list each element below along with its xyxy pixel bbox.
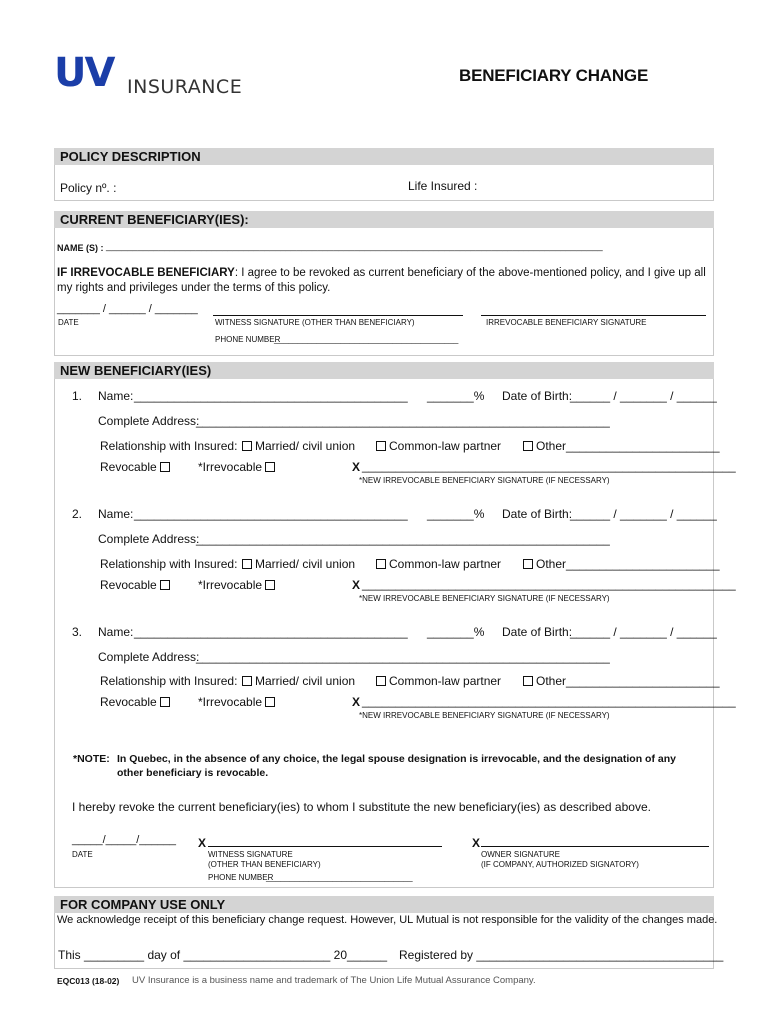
checkbox-icon[interactable] bbox=[376, 676, 386, 686]
entry-number: 3. bbox=[72, 625, 83, 639]
signature-caption: *NEW IRREVOCABLE BENEFICIARY SIGNATURE (IF NECESSARY) bbox=[359, 711, 610, 720]
final-witness-signature-line[interactable] bbox=[208, 846, 442, 847]
current-phone-label: PHONE NUMBER bbox=[215, 335, 281, 344]
relationship-label: Relationship with Insured: bbox=[100, 557, 238, 571]
names-label: NAME (S) : bbox=[57, 243, 104, 253]
married-label: Married/ civil union bbox=[255, 557, 356, 571]
final-witness-label-line-2: (OTHER THAN BENEFICIARY) bbox=[208, 860, 321, 869]
relationship-label: Relationship with Insured: bbox=[100, 439, 238, 453]
revocable-label: Revocable bbox=[100, 578, 157, 592]
irrevocable-label: *Irrevocable bbox=[198, 578, 263, 592]
quebec-note bbox=[73, 752, 693, 780]
revocable-option[interactable] bbox=[100, 578, 170, 592]
registered-by-row bbox=[399, 948, 723, 962]
company-date-row bbox=[58, 948, 387, 962]
checkbox-icon[interactable] bbox=[242, 559, 252, 569]
percent-input-line[interactable]: _______% bbox=[427, 507, 485, 521]
revoke-statement: I hereby revoke the current beneficiary(ies) to whom I substitute the new beneficiary(ies) as described above. bbox=[72, 800, 651, 814]
signature-input-line[interactable]: ________________________________________________________ bbox=[362, 577, 736, 591]
checkbox-icon[interactable] bbox=[265, 580, 275, 590]
irrevocable-signature-line[interactable] bbox=[481, 315, 706, 316]
checkbox-icon[interactable] bbox=[265, 697, 275, 707]
signature-input-line[interactable]: ________________________________________________________ bbox=[362, 459, 736, 473]
this-input-line[interactable]: _________ bbox=[84, 948, 145, 962]
common-law-label: Common-law partner bbox=[389, 674, 502, 688]
relationship-label: Relationship with Insured: bbox=[100, 674, 238, 688]
name-input-line[interactable]: _________________________________________ bbox=[134, 507, 408, 521]
current-section-title: CURRENT BENEFICIARY(IES): bbox=[60, 212, 249, 227]
logo-wordmark: INSURANCE bbox=[127, 76, 243, 98]
company-section-title: FOR COMPANY USE ONLY bbox=[60, 897, 226, 912]
year-prefix: 20 bbox=[333, 948, 348, 962]
other-option[interactable] bbox=[523, 557, 720, 571]
checkbox-icon[interactable] bbox=[160, 580, 170, 590]
dob-label: Date of Birth: bbox=[502, 625, 573, 639]
address-label: Complete Address: bbox=[98, 414, 200, 428]
other-input-line[interactable]: _______________________ bbox=[566, 439, 720, 453]
names-line[interactable]: ______________________________________________________________________________________________ bbox=[106, 241, 603, 252]
current-date-label: DATE bbox=[58, 318, 79, 327]
company-section-header bbox=[54, 896, 714, 913]
address-input-line[interactable]: ______________________________________________________________ bbox=[196, 650, 610, 664]
current-section-header bbox=[54, 211, 714, 228]
common-law-label: Common-law partner bbox=[389, 439, 502, 453]
other-label: Other bbox=[536, 557, 567, 571]
policy-number-label: Policy nº. : bbox=[60, 181, 117, 195]
final-witness-label bbox=[208, 850, 321, 870]
married-option[interactable] bbox=[242, 674, 355, 688]
name-input-line[interactable]: _________________________________________ bbox=[134, 625, 408, 639]
form-code: EQC013 (18-02) bbox=[57, 976, 120, 986]
revocable-label: Revocable bbox=[100, 460, 157, 474]
name-label: Name: bbox=[98, 625, 134, 639]
final-date-label: DATE bbox=[72, 850, 93, 859]
checkbox-icon[interactable] bbox=[376, 441, 386, 451]
irrevocable-bold-label: IF IRREVOCABLE BENEFICIARY bbox=[57, 267, 235, 279]
percent-input-line[interactable]: _______% bbox=[427, 625, 485, 639]
other-option[interactable] bbox=[523, 674, 720, 688]
dob-input-line[interactable]: ______ / _______ / ______ bbox=[570, 389, 717, 403]
other-label: Other bbox=[536, 439, 567, 453]
owner-label bbox=[481, 850, 639, 870]
common-law-option[interactable] bbox=[376, 557, 501, 571]
checkbox-icon[interactable] bbox=[376, 559, 386, 569]
irrevocable-option[interactable] bbox=[198, 578, 275, 592]
irrevocable-option[interactable] bbox=[198, 695, 275, 709]
dob-input-line[interactable]: ______ / _______ / ______ bbox=[570, 625, 717, 639]
name-label: Name: bbox=[98, 507, 134, 521]
registered-by-input-line[interactable]: _____________________________________ bbox=[476, 948, 724, 962]
logo-mark: UV bbox=[54, 50, 114, 96]
irrevocable-paragraph bbox=[57, 266, 707, 296]
trademark-notice: UV Insurance is a business name and trademark of The Union Life Mutual Assurance Company. bbox=[132, 975, 536, 986]
policy-section-frame bbox=[54, 165, 714, 201]
other-input-line[interactable]: _______________________ bbox=[566, 674, 720, 688]
checkbox-icon[interactable] bbox=[523, 559, 533, 569]
signature-x-mark: X bbox=[352, 578, 361, 592]
irrevocable-label: *Irrevocable bbox=[198, 695, 263, 709]
document-title: BENEFICIARY CHANGE bbox=[459, 66, 649, 85]
final-phone-line[interactable]: _______________________________ bbox=[266, 872, 413, 882]
owner-label-line-2: (IF COMPANY, AUTHORIZED SIGNATORY) bbox=[481, 860, 639, 869]
signature-x-mark: X bbox=[352, 460, 361, 474]
owner-signature-line[interactable] bbox=[481, 846, 709, 847]
policy-section-title: POLICY DESCRIPTION bbox=[60, 149, 201, 164]
married-label: Married/ civil union bbox=[255, 674, 356, 688]
checkbox-icon[interactable] bbox=[523, 676, 533, 686]
married-label: Married/ civil union bbox=[255, 439, 356, 453]
irrevocable-text: : I agree to be revoked as current beneficiary of the above-mentioned policy, and I give up all my rights and privileges under the terms of this policy. bbox=[57, 267, 706, 294]
current-phone-line[interactable]: _______________________________________ bbox=[274, 334, 459, 344]
owner-label-line-1: OWNER SIGNATURE bbox=[481, 850, 560, 859]
entry-number: 2. bbox=[72, 507, 83, 521]
final-phone-label: PHONE NUMBER bbox=[208, 873, 274, 882]
signature-caption: *NEW IRREVOCABLE BENEFICIARY SIGNATURE (IF NECESSARY) bbox=[359, 594, 610, 603]
life-insured-label: Life Insured : bbox=[408, 179, 478, 193]
name-label: Name: bbox=[98, 389, 134, 403]
new-section-title: NEW BENEFICIARY(IES) bbox=[60, 363, 212, 378]
day-input-line[interactable]: ______________________ bbox=[183, 948, 331, 962]
irrevocable-option[interactable] bbox=[198, 460, 275, 474]
revocable-label: Revocable bbox=[100, 695, 157, 709]
other-label: Other bbox=[536, 674, 567, 688]
dob-input-line[interactable]: ______ / _______ / ______ bbox=[570, 507, 717, 521]
year-input-line[interactable]: ______ bbox=[347, 948, 388, 962]
current-date-line[interactable]: _______ / ______ / _______ bbox=[57, 303, 198, 315]
common-law-option[interactable] bbox=[376, 674, 501, 688]
owner-x-mark: X bbox=[472, 836, 481, 850]
witness-x-mark: X bbox=[198, 836, 207, 850]
revocable-option[interactable] bbox=[100, 695, 170, 709]
checkbox-icon[interactable] bbox=[242, 676, 252, 686]
address-input-line[interactable]: ______________________________________________________________ bbox=[196, 532, 610, 546]
dob-label: Date of Birth: bbox=[502, 389, 573, 403]
other-option[interactable] bbox=[523, 439, 720, 453]
this-label: This bbox=[58, 948, 81, 962]
name-input-line[interactable]: _________________________________________ bbox=[134, 389, 408, 403]
common-law-label: Common-law partner bbox=[389, 557, 502, 571]
company-acknowledgement: We acknowledge receipt of this beneficiary change request. However, UL Mutual is not responsible for the validity of the changes made. bbox=[57, 914, 718, 926]
signature-caption: *NEW IRREVOCABLE BENEFICIARY SIGNATURE (IF NECESSARY) bbox=[359, 476, 610, 485]
irrevocable-signature-label: IRREVOCABLE BENEFICIARY SIGNATURE bbox=[486, 318, 647, 327]
note-text: In Quebec, in the absence of any choice, the legal spouse designation is irrevocable, and the designation of any other beneficiary is revocable. bbox=[117, 753, 676, 779]
revocable-option[interactable] bbox=[100, 460, 170, 474]
married-option[interactable] bbox=[242, 557, 355, 571]
checkbox-icon[interactable] bbox=[523, 441, 533, 451]
percent-input-line[interactable]: _______% bbox=[427, 389, 485, 403]
other-input-line[interactable]: _______________________ bbox=[566, 557, 720, 571]
signature-x-mark: X bbox=[352, 695, 361, 709]
witness-signature-label: WITNESS SIGNATURE (OTHER THAN BENEFICIARY) bbox=[215, 318, 415, 327]
entry-number: 1. bbox=[72, 389, 83, 403]
note-label: *NOTE: bbox=[73, 753, 110, 765]
irrevocable-label: *Irrevocable bbox=[198, 460, 263, 474]
address-label: Complete Address: bbox=[98, 650, 200, 664]
dob-label: Date of Birth: bbox=[502, 507, 573, 521]
checkbox-icon[interactable] bbox=[242, 441, 252, 451]
new-section-header bbox=[54, 362, 714, 379]
checkbox-icon[interactable] bbox=[160, 462, 170, 472]
day-of-label: day of bbox=[147, 948, 181, 962]
witness-signature-line[interactable] bbox=[213, 315, 463, 316]
final-date-line[interactable]: _____/_____/______ bbox=[72, 834, 176, 846]
signature-input-line[interactable]: ________________________________________________________ bbox=[362, 694, 736, 708]
address-label: Complete Address: bbox=[98, 532, 200, 546]
checkbox-icon[interactable] bbox=[265, 462, 275, 472]
registered-by-label: Registered by bbox=[399, 948, 474, 962]
final-witness-label-line-1: WITNESS SIGNATURE bbox=[208, 850, 293, 859]
checkbox-icon[interactable] bbox=[160, 697, 170, 707]
common-law-option[interactable] bbox=[376, 439, 501, 453]
policy-section-header bbox=[54, 148, 714, 165]
married-option[interactable] bbox=[242, 439, 355, 453]
address-input-line[interactable]: ______________________________________________________________ bbox=[196, 414, 610, 428]
